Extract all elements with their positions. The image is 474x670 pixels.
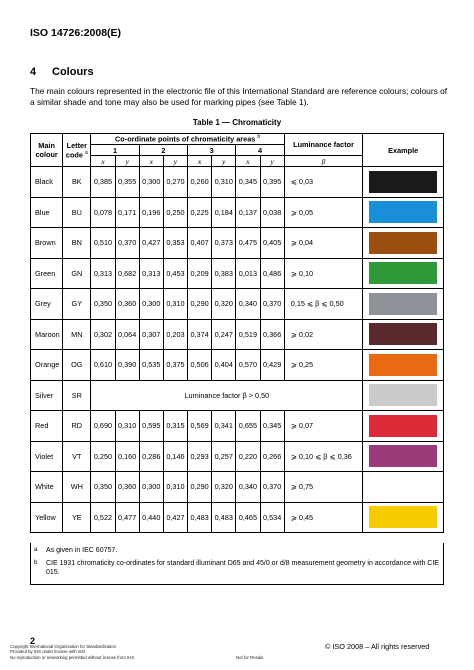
luminance-value: 0,15 ⩽ β ⩽ 0,50	[284, 289, 363, 320]
coordinate-value: 0,171	[115, 197, 139, 228]
colour-name: Violet	[31, 441, 63, 472]
header-area-3: 3	[188, 145, 236, 156]
luminance-value: ⩾ 0,25	[284, 350, 363, 381]
luminance-value: ⩾ 0,75	[284, 472, 363, 503]
table-row	[31, 441, 444, 472]
x-label: x	[91, 156, 115, 167]
coordinate-value: 0,064	[115, 319, 139, 350]
coordinate-value: 0,250	[91, 441, 115, 472]
letter-code: OG	[63, 350, 91, 381]
coordinate-value: 0,196	[139, 197, 163, 228]
coordinate-value: 0,375	[163, 350, 187, 381]
table-row	[31, 502, 444, 533]
coordinate-value: 0,522	[91, 502, 115, 533]
table-row	[31, 197, 444, 228]
letter-code: GY	[63, 289, 91, 320]
colour-example	[363, 167, 444, 198]
license-footer: Copyright International Organization for Standardization Provided by IHS under license with ISO No reproduction or networking permitted without license from IHS	[10, 644, 135, 660]
coordinate-value: 0,286	[139, 441, 163, 472]
coordinate-value: 0,293	[188, 441, 212, 472]
header-luminance: Luminance factor	[284, 134, 363, 156]
coordinate-value: 0,225	[188, 197, 212, 228]
coordinate-value: 0,374	[188, 319, 212, 350]
coordinate-value: 0,429	[260, 350, 284, 381]
coordinate-value: 0,250	[163, 197, 187, 228]
colour-name: Brown	[31, 228, 63, 259]
coordinate-value: 0,465	[236, 502, 260, 533]
coordinate-value: 0,300	[139, 472, 163, 503]
coordinate-value: 0,370	[260, 472, 284, 503]
luminance-value: ⩾ 0,07	[284, 411, 363, 442]
coordinate-value: 0,307	[139, 319, 163, 350]
x-label: x	[139, 156, 163, 167]
coordinate-value: 0,427	[139, 228, 163, 259]
coordinate-value: 0,534	[260, 502, 284, 533]
coordinate-value: 0,209	[188, 258, 212, 289]
coordinate-value: 0,340	[236, 289, 260, 320]
colour-name: Green	[31, 258, 63, 289]
coordinate-value: 0,535	[139, 350, 163, 381]
coordinate-value: 0,345	[260, 411, 284, 442]
colour-swatch	[369, 323, 437, 345]
coordinate-value: 0,475	[236, 228, 260, 259]
table-row	[31, 228, 444, 259]
letter-code: SR	[63, 380, 91, 411]
coordinate-value: 0,570	[236, 350, 260, 381]
coordinate-value: 0,486	[260, 258, 284, 289]
y-label: y	[163, 156, 187, 167]
coordinate-value: 0,370	[260, 289, 284, 320]
luminance-value: ⩾ 0,02	[284, 319, 363, 350]
coordinate-value: 0,310	[212, 167, 236, 198]
colour-swatch	[369, 415, 437, 437]
coordinate-value: 0,341	[212, 411, 236, 442]
colour-name: Orange	[31, 350, 63, 381]
coordinate-value: 0,404	[212, 350, 236, 381]
coordinate-value: 0,519	[236, 319, 260, 350]
coordinate-value: 0,137	[236, 197, 260, 228]
colour-example	[363, 441, 444, 472]
header-area-2: 2	[139, 145, 187, 156]
table-notes	[30, 543, 444, 585]
colour-example	[363, 197, 444, 228]
coordinate-value: 0,355	[115, 167, 139, 198]
header-coordinates: Co-ordinate points of chromaticity areas $^b$	[91, 134, 284, 145]
x-label: x	[188, 156, 212, 167]
beta-label: β	[284, 156, 363, 167]
coordinate-value: 0,682	[115, 258, 139, 289]
y-label: y	[212, 156, 236, 167]
coordinate-value: 0,247	[212, 319, 236, 350]
x-label: x	[236, 156, 260, 167]
header-area-1: 1	[91, 145, 139, 156]
coordinate-value: 0,370	[115, 228, 139, 259]
coordinate-value: 0,013	[236, 258, 260, 289]
luminance-value: ⩽ 0,03	[284, 167, 363, 198]
coordinate-value: 0,690	[91, 411, 115, 442]
header-letter-code: Letter code $^a$	[63, 134, 91, 167]
note-a: a As given in IEC 60757.	[34, 547, 118, 554]
coordinate-value: 0,340	[236, 472, 260, 503]
not-for-resale: Not for Resale	[236, 655, 264, 660]
y-label: y	[115, 156, 139, 167]
coordinate-value: 0,290	[188, 289, 212, 320]
document-id: ISO 14726:2008(E)	[30, 27, 122, 39]
coordinate-value: 0,313	[91, 258, 115, 289]
table-body	[31, 167, 444, 533]
coordinate-value: 0,078	[91, 197, 115, 228]
coordinate-value: 0,427	[163, 502, 187, 533]
table-row	[31, 289, 444, 320]
coordinate-value: 0,320	[212, 289, 236, 320]
coordinate-value: 0,310	[115, 411, 139, 442]
colour-name: White	[31, 472, 63, 503]
letter-code: BK	[63, 167, 91, 198]
section-title: Colours	[52, 66, 94, 78]
colour-swatch	[369, 293, 437, 315]
coordinate-value: 0,290	[188, 472, 212, 503]
colour-swatch	[369, 384, 437, 406]
letter-code: WH	[63, 472, 91, 503]
section-heading	[30, 66, 94, 78]
coordinate-value: 0,257	[212, 441, 236, 472]
letter-code: BN	[63, 228, 91, 259]
coordinate-value: 0,345	[236, 167, 260, 198]
coordinate-value: 0,350	[91, 472, 115, 503]
coordinate-value: 0,510	[91, 228, 115, 259]
colour-name: Blue	[31, 197, 63, 228]
colour-example	[363, 319, 444, 350]
luminance-value: ⩾ 0,10	[284, 258, 363, 289]
coordinate-value: 0,310	[163, 289, 187, 320]
coordinate-value: 0,360	[115, 472, 139, 503]
table-row	[31, 258, 444, 289]
coordinate-value: 0,203	[163, 319, 187, 350]
header-main-colour: Main colour	[31, 134, 63, 167]
colour-name: Maroon	[31, 319, 63, 350]
colour-swatch	[369, 506, 437, 528]
coordinate-value: 0,300	[139, 289, 163, 320]
luminance-note: Luminance factor β > 0,50	[91, 380, 363, 411]
colour-example	[363, 380, 444, 411]
coordinate-value: 0,366	[260, 319, 284, 350]
colour-example	[363, 411, 444, 442]
coordinate-value: 0,655	[236, 411, 260, 442]
colour-example	[363, 289, 444, 320]
coordinate-value: 0,320	[212, 472, 236, 503]
coordinate-value: 0,184	[212, 197, 236, 228]
letter-code: BU	[63, 197, 91, 228]
table-row	[31, 472, 444, 503]
luminance-value: ⩾ 0,05	[284, 197, 363, 228]
luminance-value: ⩾ 0,45	[284, 502, 363, 533]
coordinate-value: 0,038	[260, 197, 284, 228]
colour-example	[363, 228, 444, 259]
letter-code: VT	[63, 441, 91, 472]
coordinate-value: 0,506	[188, 350, 212, 381]
table-row	[31, 319, 444, 350]
coordinate-value: 0,220	[236, 441, 260, 472]
letter-code: YE	[63, 502, 91, 533]
colour-example	[363, 350, 444, 381]
table-row	[31, 350, 444, 381]
coordinate-value: 0,595	[139, 411, 163, 442]
coordinate-value: 0,313	[139, 258, 163, 289]
colour-example	[363, 472, 444, 503]
colour-name: Silver	[31, 380, 63, 411]
coordinate-value: 0,440	[139, 502, 163, 533]
coordinate-value: 0,360	[115, 289, 139, 320]
coordinate-value: 0,405	[260, 228, 284, 259]
coordinate-value: 0,160	[115, 441, 139, 472]
coordinate-value: 0,260	[188, 167, 212, 198]
table-row	[31, 167, 444, 198]
colour-name: Red	[31, 411, 63, 442]
header-example: Example	[363, 134, 444, 167]
luminance-value: ⩾ 0,10 ⩽ β ⩽ 0,36	[284, 441, 363, 472]
coordinate-value: 0,407	[188, 228, 212, 259]
letter-code: GN	[63, 258, 91, 289]
colour-swatch	[369, 262, 437, 284]
section-number: 4	[30, 66, 37, 78]
coordinate-value: 0,300	[139, 167, 163, 198]
coordinate-value: 0,315	[163, 411, 187, 442]
colour-name: Grey	[31, 289, 63, 320]
coordinate-value: 0,477	[115, 502, 139, 533]
letter-code: RD	[63, 411, 91, 442]
table-row	[31, 380, 444, 411]
table-row	[31, 411, 444, 442]
intro-paragraph: The main colours represented in the electronic file of this International Standard are reference colours; colours of a similar shade and tone may also be used for marking pipes (see Table 1).	[30, 86, 448, 107]
colour-swatch	[369, 445, 437, 467]
coordinate-value: 0,610	[91, 350, 115, 381]
colour-swatch	[369, 201, 437, 223]
colour-swatch	[369, 354, 437, 376]
coordinate-value: 0,395	[260, 167, 284, 198]
coordinate-value: 0,483	[188, 502, 212, 533]
note-b: b CIE 1931 chromaticity co-ordinates for standard illuminant D65 and 45/0 or d/8 measurement geometry in accordance with CIE 015.	[34, 560, 439, 576]
coordinate-value: 0,483	[212, 502, 236, 533]
colour-example	[363, 502, 444, 533]
colour-name: Yellow	[31, 502, 63, 533]
y-label: y	[260, 156, 284, 167]
coordinate-value: 0,385	[91, 167, 115, 198]
table-caption: Table 1 — Chromaticity	[192, 118, 282, 127]
coordinate-value: 0,266	[260, 441, 284, 472]
coordinate-value: 0,383	[212, 258, 236, 289]
coordinate-value: 0,270	[163, 167, 187, 198]
colour-example	[363, 258, 444, 289]
coordinate-value: 0,373	[212, 228, 236, 259]
header-area-4: 4	[236, 145, 284, 156]
chromaticity-table	[30, 133, 444, 533]
page-number: 2	[30, 636, 36, 646]
coordinate-value: 0,350	[91, 289, 115, 320]
coordinate-value: 0,453	[163, 258, 187, 289]
colour-name: Black	[31, 167, 63, 198]
coordinate-value: 0,390	[115, 350, 139, 381]
coordinate-value: 0,146	[163, 441, 187, 472]
coordinate-value: 0,569	[188, 411, 212, 442]
letter-code: MN	[63, 319, 91, 350]
colour-swatch	[369, 171, 437, 193]
copyright: © ISO 2008 – All rights reserved	[325, 642, 430, 651]
luminance-value: ⩾ 0,04	[284, 228, 363, 259]
colour-swatch	[369, 232, 437, 254]
coordinate-value: 0,353	[163, 228, 187, 259]
coordinate-value: 0,310	[163, 472, 187, 503]
colour-swatch	[369, 476, 437, 498]
coordinate-value: 0,302	[91, 319, 115, 350]
